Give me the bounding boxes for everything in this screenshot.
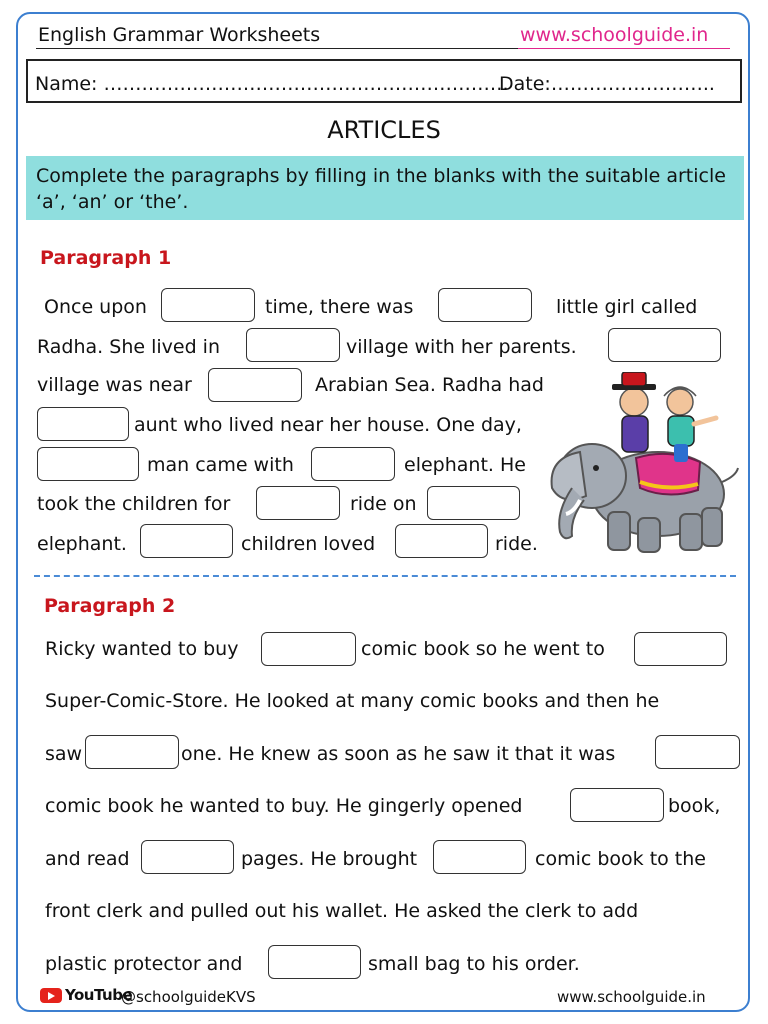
p1-text: Arabian Sea. Radha had [315,374,544,396]
p1-blank-10[interactable] [427,486,520,520]
p2-text: front clerk and pulled out his wallet. He asked the clerk to add [45,900,639,922]
header-underline [36,48,520,49]
p1-text: village was near [37,374,192,396]
p2-text: and read [45,848,130,870]
p1-blank-9[interactable] [256,486,340,520]
site-link-underline [518,48,730,49]
p2-text: comic book he wanted to buy. He gingerly opened [45,795,523,817]
p2-text: comic book to the [535,848,706,870]
p1-text: ride. [495,533,538,555]
p2-blank-6[interactable] [141,840,234,874]
p2-text: comic book so he went to [361,638,605,660]
p2-text: one. He knew as soon as he saw it that it was [181,743,616,765]
youtube-label[interactable]: YouTube [65,986,133,1004]
p1-text: elephant. He [404,454,526,476]
p1-blank-4[interactable] [608,328,721,362]
p1-text: elephant. [37,533,127,555]
instruction-text: Complete the paragraphs by filling in the blanks with the suitable article ‘a’, ‘an’ or ‘the’. [36,165,726,213]
paragraph-2-heading: Paragraph 2 [44,595,176,617]
p1-blank-8[interactable] [311,447,395,481]
p2-blank-5[interactable] [570,788,664,822]
p1-blank-3[interactable] [246,328,340,362]
p2-text: saw [45,743,83,765]
paragraph-1-heading: Paragraph 1 [40,247,172,269]
p1-blank-7[interactable] [37,447,139,481]
worksheet-series-title: English Grammar Worksheets [38,24,321,46]
youtube-handle[interactable]: @schoolguideKVS [121,988,256,1006]
p1-text: man came with [147,454,294,476]
youtube-play-icon[interactable] [40,988,62,1003]
p1-blank-6[interactable] [37,407,129,441]
p2-blank-2[interactable] [634,632,727,666]
p1-text: village with her parents. [346,336,577,358]
p1-blank-1[interactable] [161,288,255,322]
p1-text: took the children for [37,493,231,515]
p2-blank-4[interactable] [655,735,740,769]
p1-blank-2[interactable] [438,288,532,322]
footer-site-link[interactable]: www.schoolguide.in [557,988,706,1006]
p2-text: plastic protector and [45,953,243,975]
p2-blank-8[interactable] [268,945,361,979]
p1-text: Once upon [44,296,147,318]
p2-text: Super-Comic-Store. He looked at many comic books and then he [45,690,660,712]
p2-text: Ricky wanted to buy [45,638,239,660]
p2-blank-3[interactable] [85,735,179,769]
p2-text: pages. He brought [241,848,418,870]
p2-text: small bag to his order. [368,953,580,975]
section-divider [34,575,736,577]
p1-text: time, there was [265,296,414,318]
p1-text: little girl called [556,296,698,318]
name-field[interactable]: Name: ………………………………………………………. [35,73,509,95]
p2-blank-7[interactable] [433,840,526,874]
p1-blank-11[interactable] [140,524,233,558]
p2-text: book, [668,795,721,817]
page-title: ARTICLES [327,116,441,144]
date-field[interactable]: Date:…………………….. [499,73,715,95]
site-link[interactable]: www.schoolguide.in [520,24,709,46]
p1-text: Radha. She lived in [37,336,220,358]
p1-blank-5[interactable] [208,368,302,402]
elephant-children-illustration [540,372,744,558]
p1-text: ride on [350,493,417,515]
p1-text: aunt who lived near her house. One day, [134,414,522,436]
p2-blank-1[interactable] [261,632,356,666]
p1-blank-12[interactable] [395,524,488,558]
p1-text: children loved [241,533,376,555]
